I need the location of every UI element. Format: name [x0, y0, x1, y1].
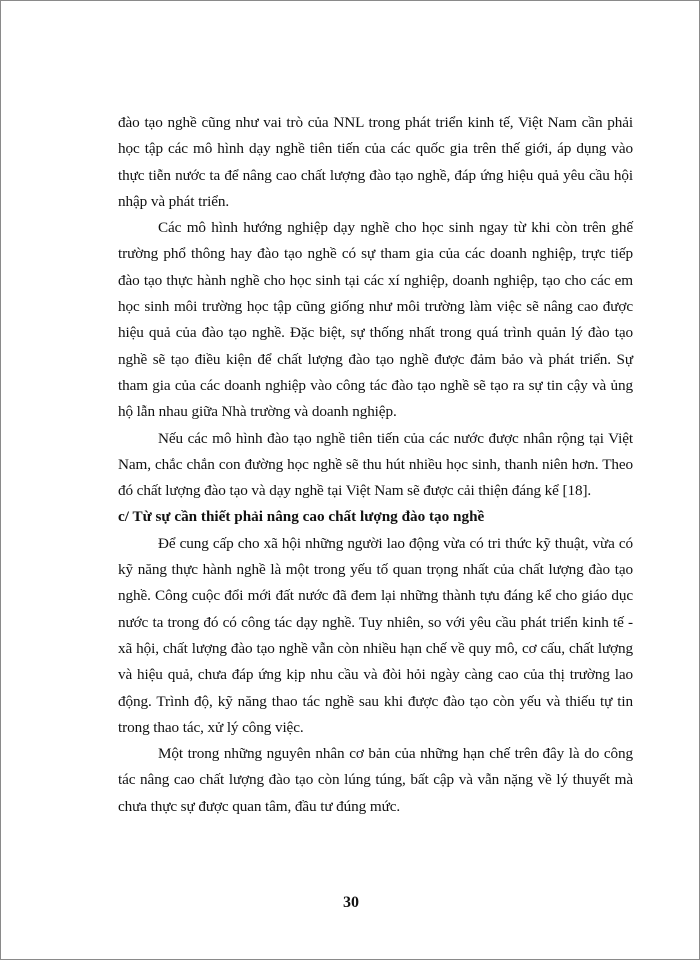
- page-body: [118, 110, 633, 820]
- paragraph-replication: Nếu các mô hình đào tạo nghề tiên tiến của các nước được nhân rộng tại Việt Nam, chắc chắn con đường học nghề sẽ thu hút nhiều học sinh, thanh niên hơn. Theo đó chất lượng đào tạo và dạy nghề tại Việt Nam sẽ được cải thiện đáng kể [18].: [118, 429, 633, 500]
- paragraph-continuation: đào tạo nghề cũng như vai trò của NNL trong phát triển kinh tế, Việt Nam cần phải học tập các mô hình dạy nghề tiên tiến của các quốc gia trên thế giới, áp dụng vào thực tiễn nước ta để nâng cao chất lượng đào tạo nghề, đáp ứng hiệu quả yêu cầu hội nhập và phát triển.: [118, 114, 633, 210]
- paragraph-cause: Một trong những nguyên nhân cơ bản của những hạn chế trên đây là do công tác nâng cao chất lượng đào tạo còn lúng túng, bất cập và vẫn nặng về lý thuyết mà chưa thực sự được quan tâm, đầu tư đúng mức.: [118, 745, 633, 815]
- paragraph-models: Các mô hình hướng nghiệp dạy nghề cho học sinh ngay từ khi còn trên ghế trường phổ thông hay đào tạo nghề có sự tham gia của các doanh nghiệp, trực tiếp đào tạo thực hành nghề cho học sinh tại các xí nghiệp, doanh nghiệp, tạo cho các em học sinh môi trường học tập cũng giống như môi trường làm việc sẽ nâng cao được hiệu quả của đào tạo nghề. Đặc biệt, sự thống nhất trong quá trình quản lý đào tạo nghề sẽ tạo điều kiện để chất lượng đào tạo nghề được đảm bảo và phát triển. Sự tham gia của các doanh nghiệp vào công tác đào tạo nghề sẽ tạo ra sự tin cậy và ủng hộ lẫn nhau giữa Nhà trường và doanh nghiệp.: [118, 219, 633, 421]
- paragraph-necessity: Để cung cấp cho xã hội những người lao động vừa có tri thức kỹ thuật, vừa có kỹ năng thực hành nghề là một trong yếu tố quan trọng nhất của chất lượng đào tạo nghề. Công cuộc đổi mới đất nước đã đem lại những thành tựu đáng kể cho giáo dục nước ta trong đó có công tác dạy nghề. Tuy nhiên, so với yêu cầu phát triển kinh tế - xã hội, chất lượng đào tạo nghề vẫn còn nhiều hạn chế về quy mô, cơ cấu, chất lượng và hiệu quả, chưa đáp ứng kịp nhu cầu và đòi hỏi ngày càng cao của thị trường lao động. Trình độ, kỹ năng thao tác nghề sau khi được đào tạo còn yếu và thiếu tự tin trong thao tác, xử lý công việc.: [118, 534, 633, 736]
- page-number: 30: [343, 894, 359, 911]
- section-heading: c/ Từ sự cần thiết phải nâng cao chất lượng đào tạo nghề: [118, 508, 485, 526]
